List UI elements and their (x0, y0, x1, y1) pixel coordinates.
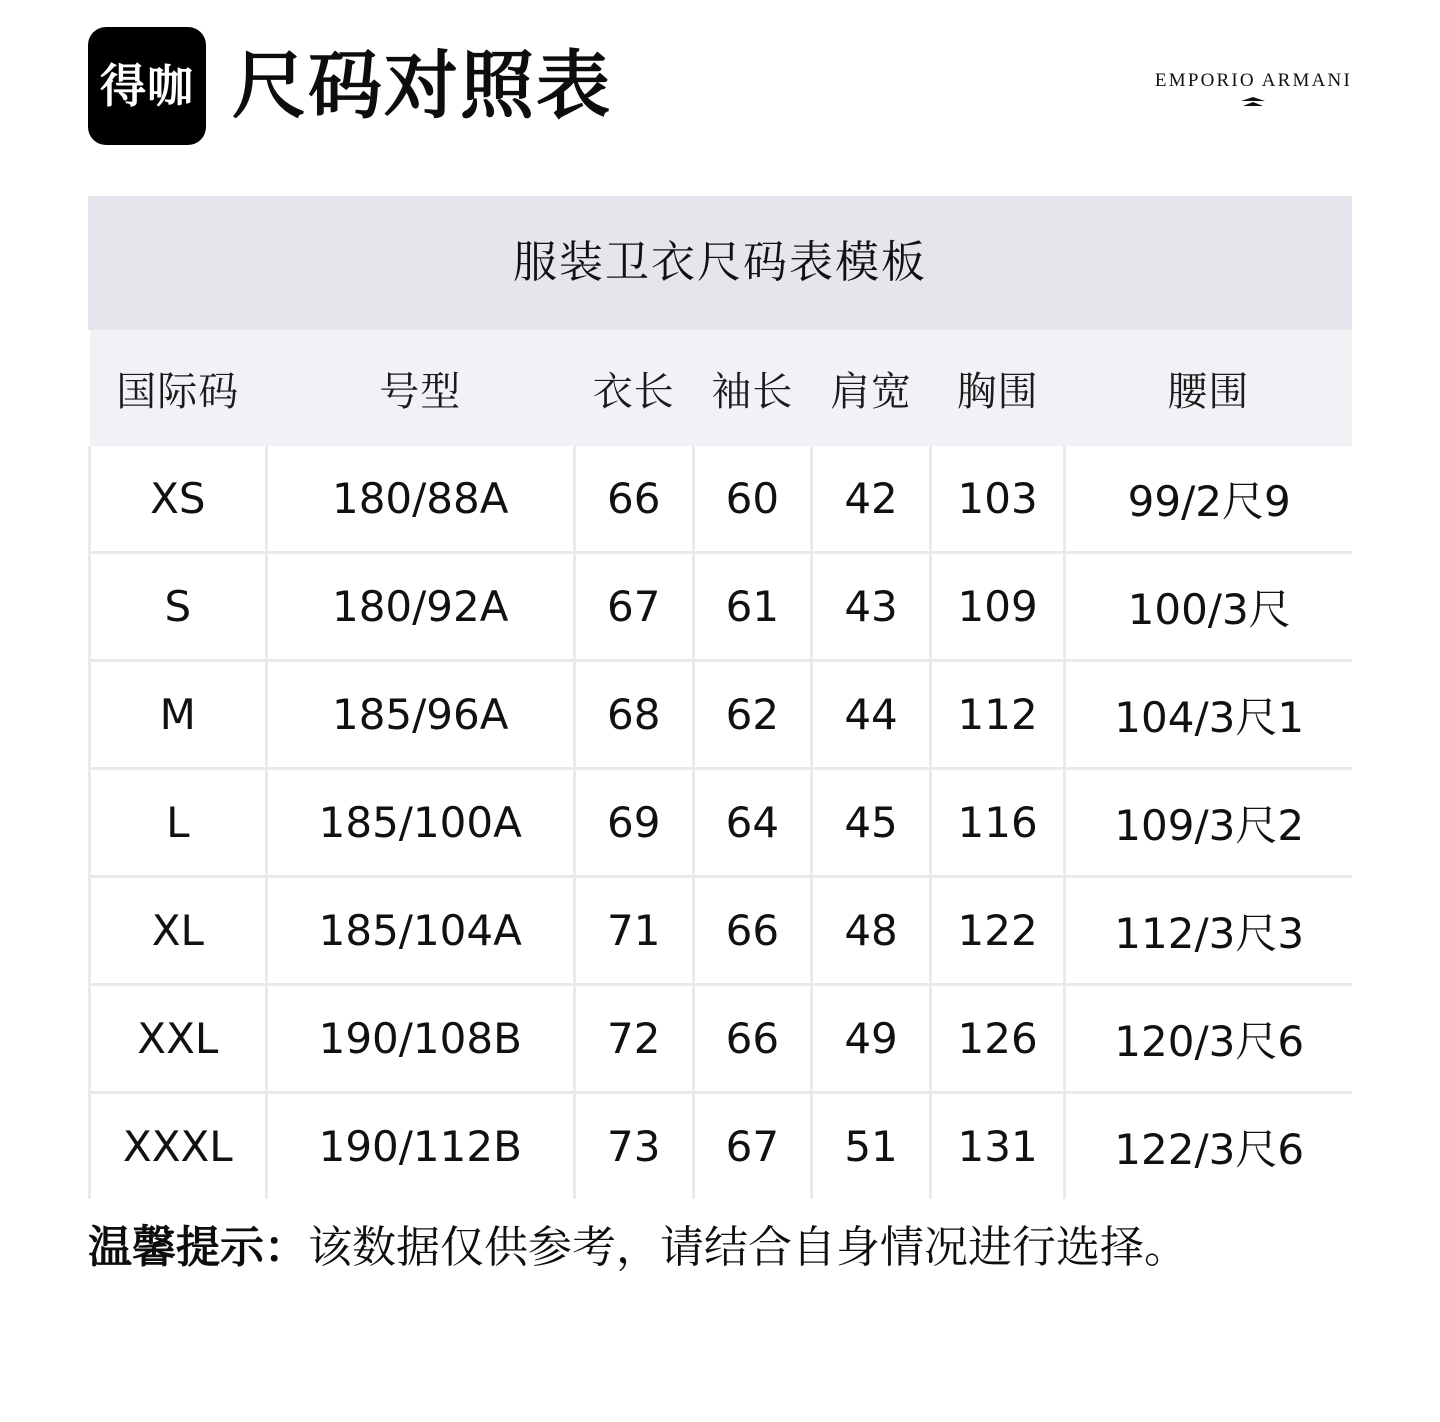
table-cell: 185/96A (266, 661, 574, 769)
table-cell: 66 (574, 446, 693, 553)
tips-note (88, 1222, 1368, 1275)
tips-label: 温馨提示： (88, 1222, 308, 1273)
table-cell: 49 (812, 985, 931, 1093)
table-column-header: 袖长 (693, 330, 812, 446)
table-cell: XL (90, 877, 267, 985)
size-table-container (88, 196, 1352, 1199)
table-cell: 64 (693, 769, 812, 877)
table-cell: 109 (930, 553, 1064, 661)
table-cell: 60 (693, 446, 812, 553)
brand-block (1155, 70, 1352, 108)
page-title: 尺码对照表 (232, 43, 612, 129)
eagle-icon (1210, 96, 1296, 108)
table-cell: L (90, 769, 267, 877)
table-cell: 122/3尺6 (1065, 1093, 1352, 1200)
table-row (90, 661, 1353, 769)
table-cell: 51 (812, 1093, 931, 1200)
table-cell: 122 (930, 877, 1064, 985)
size-table (88, 196, 1352, 1199)
table-row (90, 1093, 1353, 1200)
table-cell: 112 (930, 661, 1064, 769)
brand-name: EMPORIO ARMANI (1154, 70, 1352, 91)
table-cell: 180/92A (266, 553, 574, 661)
table-cell: 131 (930, 1093, 1064, 1200)
table-row (90, 877, 1353, 985)
table-cell: 44 (812, 661, 931, 769)
table-cell: 71 (574, 877, 693, 985)
table-cell: 104/3尺1 (1065, 661, 1352, 769)
table-cell: 126 (930, 985, 1064, 1093)
table-cell: 67 (574, 553, 693, 661)
table-cell: 61 (693, 553, 812, 661)
table-column-header: 腰围 (1065, 330, 1352, 446)
table-cell: 66 (693, 985, 812, 1093)
tips-text: 该数据仅供参考，请结合自身情况进行选择。 (308, 1222, 1188, 1273)
table-column-header: 肩宽 (812, 330, 931, 446)
table-cell: 68 (574, 661, 693, 769)
table-head (90, 330, 1353, 446)
table-cell: 190/108B (266, 985, 574, 1093)
table-cell: 62 (693, 661, 812, 769)
table-header-row (90, 330, 1353, 446)
table-cell: 109/3尺2 (1065, 769, 1352, 877)
table-cell: 99/2尺9 (1065, 446, 1352, 553)
table-cell: XXL (90, 985, 267, 1093)
table-cell: M (90, 661, 267, 769)
table-cell: S (90, 553, 267, 661)
table-cell: 48 (812, 877, 931, 985)
table-cell: XXXL (90, 1093, 267, 1200)
table-cell: 100/3尺 (1065, 553, 1352, 661)
table-cell: 72 (574, 985, 693, 1093)
table-cell: 120/3尺6 (1065, 985, 1352, 1093)
table-cell: 69 (574, 769, 693, 877)
table-body (90, 446, 1353, 1199)
logo-label: 得咖 (100, 59, 194, 113)
table-column-header: 号型 (266, 330, 574, 446)
page-header (88, 26, 1352, 146)
table-cell: 45 (812, 769, 931, 877)
brand-logo-badge (88, 27, 206, 145)
table-cell: 112/3尺3 (1065, 877, 1352, 985)
table-cell: 73 (574, 1093, 693, 1200)
table-cell: 42 (812, 446, 931, 553)
table-cell: 43 (812, 553, 931, 661)
table-caption: 服装卫衣尺码表模板 (88, 196, 1352, 330)
table-cell: 103 (930, 446, 1064, 553)
table-cell: 190/112B (266, 1093, 574, 1200)
table-column-header: 衣长 (574, 330, 693, 446)
table-row (90, 769, 1353, 877)
table-cell: 116 (930, 769, 1064, 877)
table-cell: 185/104A (266, 877, 574, 985)
table-row (90, 553, 1353, 661)
table-column-header: 国际码 (90, 330, 267, 446)
table-row (90, 446, 1353, 553)
table-column-header: 胸围 (930, 330, 1064, 446)
table-cell: 66 (693, 877, 812, 985)
table-cell: 180/88A (266, 446, 574, 553)
table-row (90, 985, 1353, 1093)
table-cell: 67 (693, 1093, 812, 1200)
table-cell: 185/100A (266, 769, 574, 877)
table-cell: XS (90, 446, 267, 553)
